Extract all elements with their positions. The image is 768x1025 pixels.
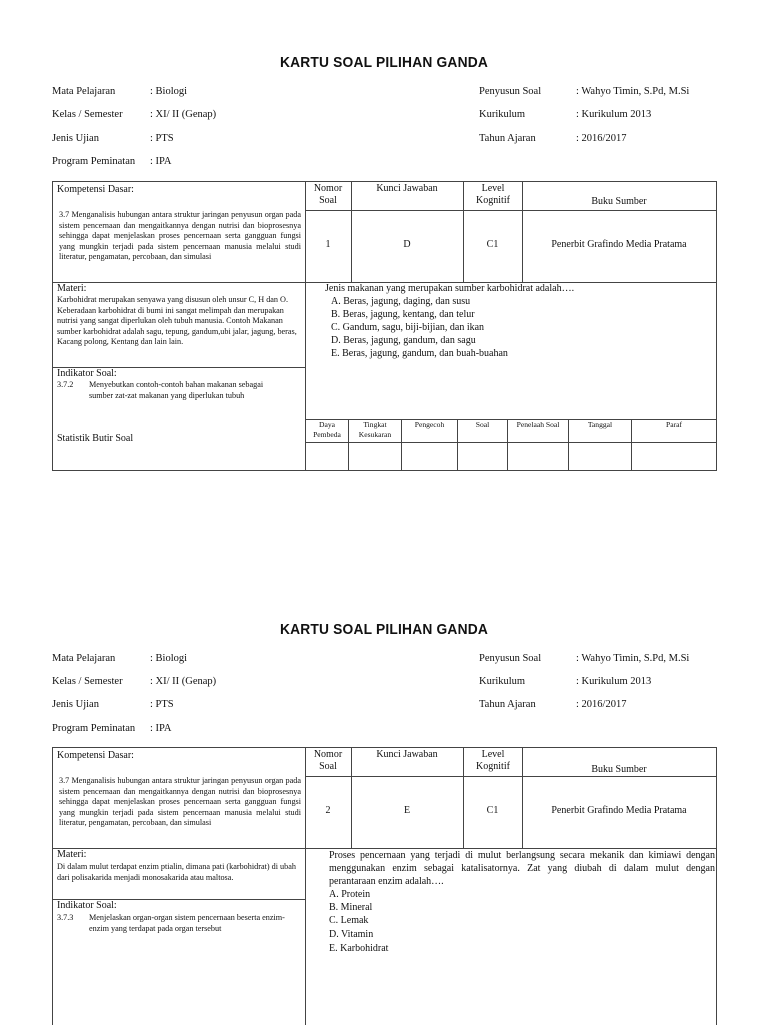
buku-sumber-header: Buku Sumber: [591, 764, 647, 775]
stat-header-paraf: Paraf: [665, 420, 683, 429]
option-a: A. Beras, jagung, daging, dan susu: [331, 296, 471, 307]
kunci-jawaban-value: D: [403, 239, 411, 250]
buku-sumber-value: Penerbit Grafindo Media Pratama: [551, 239, 687, 250]
meta-value-kelas: : XI/ II (Genap): [150, 676, 217, 687]
level-kognitif-header: Level Kognitif: [476, 183, 510, 206]
level-kognitif-value: C1: [486, 239, 499, 250]
card-table: [52, 181, 717, 471]
meta-value-jenis-ujian: : PTS: [150, 699, 174, 710]
option-d: D. Beras, jagung, gandum, dan sagu: [331, 335, 476, 346]
meta-value-jenis-ujian: : PTS: [150, 133, 174, 144]
meta-value-penyusun: : Wahyo Timin, S.Pd, M.Si: [576, 653, 690, 664]
materi-label: Materi:: [57, 283, 87, 294]
kunci-jawaban-header: Kunci Jawaban: [376, 749, 438, 760]
option-e: E. Karbohidrat: [329, 943, 389, 954]
indikator-label: Indikator Soal:: [57, 368, 117, 379]
indikator-number: 3.7.3: [57, 913, 74, 922]
meta-label-kurikulum: Kurikulum: [479, 109, 526, 120]
meta-label-tahun: Tahun Ajaran: [479, 133, 536, 144]
buku-sumber-header: Buku Sumber: [591, 196, 647, 207]
meta-value-mata-pelajaran: : Biologi: [150, 653, 188, 664]
option-b: B. Mineral: [329, 902, 373, 913]
nomor-soal-header: Nomor Soal: [313, 183, 343, 206]
card-table: [52, 747, 717, 1025]
meta-value-mata-pelajaran: : Biologi: [150, 86, 188, 97]
option-b: B. Beras, jagung, kentang, dan telur: [331, 309, 475, 320]
kompetensi-dasar-text: 3.7 Menganalisis hubungan antara struktur jaringan penyusun organ pada sistem pencernaan dan mengaitkannya dengan nutrisi dan bioprosesnya sehingga dapat menjelaskan proses pencernaan serta gangguan fungsi yang mungkin terjadi pada sistem pencernaan manusia melalui studi literatur, pengamatan, percobaan, dan simulasi: [59, 210, 301, 261]
meta-value-kurikulum: : Kurikulum 2013: [576, 109, 652, 120]
nomor-soal-header: Nomor Soal: [313, 749, 343, 772]
option-c: C. Lemak: [329, 915, 369, 926]
materi-text: Di dalam mulut terdapat enzim ptialin, dimana pati (karbohidrat) di ubah dari polisakarida menjadi monosakarida atau maltosa.: [57, 862, 296, 882]
question-text: Jenis makanan yang merupakan sumber karbohidrat adalah….: [325, 283, 575, 294]
meta-label-program: Program Peminatan: [52, 156, 136, 167]
kunci-jawaban-value: E: [403, 805, 411, 816]
stat-header-pengecoh: Pengecoh: [414, 420, 445, 429]
card-title: KARTU SOAL PILIHAN GANDA: [279, 621, 489, 638]
stat-header-soal: Soal: [475, 420, 490, 429]
meta-label-jenis-ujian: Jenis Ujian: [52, 699, 99, 710]
nomor-soal-value: 1: [325, 239, 331, 250]
stat-header-daya-pembeda: Daya Pembeda: [313, 420, 341, 439]
meta-value-kurikulum: : Kurikulum 2013: [576, 676, 652, 687]
buku-sumber-value: Penerbit Grafindo Media Pratama: [551, 805, 687, 816]
meta-label-mata-pelajaran: Mata Pelajaran: [52, 653, 116, 664]
level-kognitif-value: C1: [486, 805, 499, 816]
option-d: D. Vitamin: [329, 929, 374, 940]
meta-label-mata-pelajaran: Mata Pelajaran: [52, 86, 116, 97]
meta-value-program: : IPA: [150, 723, 172, 734]
meta-label-program: Program Peminatan: [52, 723, 136, 734]
nomor-soal-value: 2: [325, 805, 331, 816]
kompetensi-dasar-header: Kompetensi Dasar:: [57, 750, 134, 761]
card-title: KARTU SOAL PILIHAN GANDA: [279, 54, 489, 71]
meta-label-penyusun: Penyusun Soal: [479, 86, 542, 97]
indikator-number: 3.7.2: [57, 380, 74, 389]
stat-header-penelaah-soal: Penelaah Soal: [516, 420, 560, 429]
question-text: Proses pencernaan yang terjadi di mulut berlangsung secara mekanik dan kimiawi dengan menggunakan enzim sebagai katalisatornya. Zat yang diubah di dalam mulut dengan perantaraan enzim adalah….: [329, 850, 715, 887]
indikator-text: Menyebutkan contoh-contoh bahan makanan sebagai sumber zat-zat makanan yang diperlukan tubuh: [89, 380, 264, 400]
meta-label-tahun: Tahun Ajaran: [479, 699, 536, 710]
meta-label-kelas: Kelas / Semester: [52, 109, 123, 120]
meta-label-kurikulum: Kurikulum: [479, 676, 526, 687]
materi-text: Karbohidrat merupakan senyawa yang disusun oleh unsur C, H dan O. Keberadaan karbohidrat di bumi ini sangat melimpah dan merupakan nutrisi yang sangat diperlukan oleh tubuh manusia. Contoh Makanan sumber karbohidrat adalah sagu, tepung, gandum,ubi jalar, jagung, beras, Kacang polong, Kentang dan lain lain.: [57, 295, 297, 346]
stat-header-tingkat-kesukaran: Tingkat Kesukaran: [358, 420, 392, 439]
option-a: A. Protein: [329, 889, 371, 900]
materi-label: Materi:: [57, 849, 87, 860]
indikator-text: Menjelaskan organ-organ sistem pencernaan beserta enzim-enzim yang terdapat pada organ tersebut: [89, 913, 285, 933]
option-e: E. Beras, jagung, gandum, dan buah-buahan: [331, 348, 508, 359]
meta-value-tahun: : 2016/2017: [576, 699, 627, 710]
option-c: C. Gandum, sagu, biji-bijian, dan ikan: [331, 322, 485, 333]
level-kognitif-header: Level Kognitif: [476, 749, 510, 772]
meta-label-penyusun: Penyusun Soal: [479, 653, 542, 664]
stat-header-tanggal: Tanggal: [587, 420, 613, 429]
statistik-butir-soal-label: Statistik Butir Soal: [57, 433, 134, 444]
kunci-jawaban-header: Kunci Jawaban: [376, 183, 438, 194]
meta-value-tahun: : 2016/2017: [576, 133, 627, 144]
meta-label-kelas: Kelas / Semester: [52, 676, 123, 687]
meta-value-penyusun: : Wahyo Timin, S.Pd, M.Si: [576, 86, 690, 97]
meta-value-kelas: : XI/ II (Genap): [150, 109, 217, 120]
indikator-label: Indikator Soal:: [57, 900, 117, 911]
kompetensi-dasar-header: Kompetensi Dasar:: [57, 184, 134, 195]
kompetensi-dasar-text: 3.7 Menganalisis hubungan antara struktur jaringan penyusun organ pada sistem pencernaan dan mengaitkannya dengan nutrisi dan bioprosesnya sehingga dapat menjelaskan proses pencernaan serta gangguan fungsi yang mungkin terjadi pada sistem pencernaan manusia melalui studi literatur, pengamatan, percobaan, dan simulasi: [59, 776, 301, 827]
meta-value-program: : IPA: [150, 156, 172, 167]
meta-label-jenis-ujian: Jenis Ujian: [52, 133, 99, 144]
